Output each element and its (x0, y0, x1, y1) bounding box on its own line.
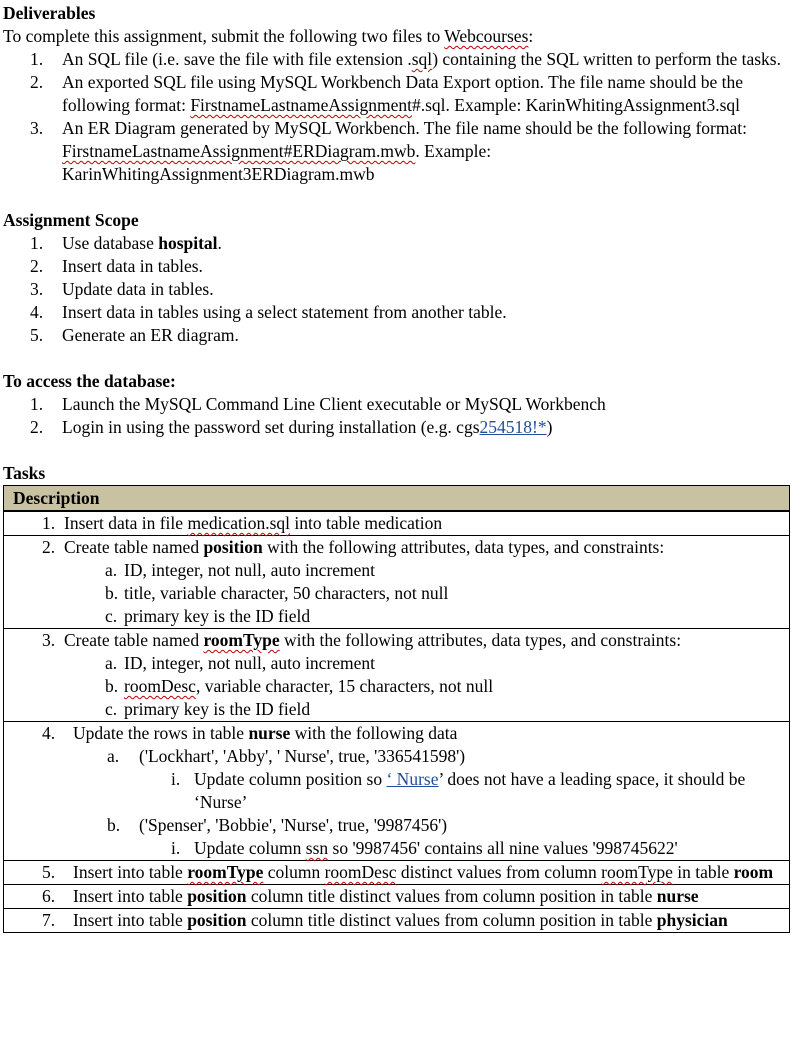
task-4-a-i: i. Update column position so ‘ Nurse’ does not have a leading space, it should be ‘Nurse’ (171, 769, 746, 812)
task-4-b: b. ('Spenser', 'Bobbie', 'Nurse', true, '9987456') (107, 815, 448, 835)
table-row (4, 629, 790, 722)
table-row (4, 722, 790, 861)
task-2-c: c. primary key is the ID field (105, 606, 311, 626)
scope-list (3, 232, 791, 347)
list-item: 1. An SQL file (i.e. save the file with file extension .sql) containing the SQL written to perform the tasks. (30, 49, 781, 69)
table-row (4, 511, 790, 536)
list-item: 1. Launch the MySQL Command Line Client executable or MySQL Workbench (30, 394, 606, 414)
list-item: 1. Use database hospital. (30, 233, 222, 253)
list-item: 4. Insert data in tables using a select statement from another table. (30, 302, 507, 322)
task-5: 5. Insert into table roomType column roomDesc distinct values from column roomType in table room (42, 862, 774, 882)
access-list (3, 393, 791, 439)
list-item: 2. Login in using the password set during installation (e.g. cgs254518!*) (30, 417, 553, 437)
deliverables-heading: Deliverables (3, 3, 96, 23)
task-2-b: b. title, variable character, 50 characters, not null (105, 583, 449, 603)
tasks-table (3, 485, 790, 933)
task-3-c: c. primary key is the ID field (105, 699, 311, 719)
access-heading: To access the database: (3, 371, 176, 391)
task-3-a: a. ID, integer, not null, auto increment (105, 653, 376, 673)
table-row (4, 885, 790, 909)
list-item: 5. Generate an ER diagram. (30, 325, 239, 345)
table-row (4, 861, 790, 885)
task-2-a: a. ID, integer, not null, auto increment (105, 560, 376, 580)
list-item: 3. Update data in tables. (30, 279, 214, 299)
column-header-description: Description (4, 486, 790, 512)
webcourses-text: Webcourses (444, 26, 529, 46)
task-4-a: a. ('Lockhart', 'Abby', ' Nurse', true, '336541598') (107, 746, 466, 766)
table-row (4, 909, 790, 933)
task-4-b-i: i. Update column ssn so '9987456' contains all nine values '998745622' (171, 838, 678, 858)
nurse-link[interactable]: ‘ Nurse (386, 769, 439, 789)
list-item: 3. An ER Diagram generated by MySQL Workbench. The file name should be the following format: FirstnameLastnameAssignment#ERDiagram.mwb. Example: KarinWhitingAssignment3ERDiagram.mwb (30, 118, 747, 184)
list-item: 2. Insert data in tables. (30, 256, 203, 276)
list-item: 2. An exported SQL file using MySQL Workbench Data Export option. The file name should be the following format: FirstnameLastnameAssignment#.sql. Example: KarinWhitingAssignment3.sql (30, 72, 743, 115)
deliverables-intro: To complete this assignment, submit the following two files to Webcourses: (3, 26, 534, 46)
document-page (3, 2, 791, 933)
task-2: 2. Create table named position with the following attributes, data types, and constraints: (42, 537, 665, 557)
password-link[interactable]: 254518!* (479, 417, 547, 437)
task-4: 4. Update the rows in table nurse with the following data (42, 723, 458, 743)
task-3-b: b. roomDesc, variable character, 15 characters, not null (105, 676, 494, 696)
scope-heading: Assignment Scope (3, 210, 139, 230)
task-7: 7. Insert into table position column title distinct values from column position in table physician (42, 910, 728, 930)
tasks-heading: Tasks (3, 463, 46, 483)
deliverables-list (3, 48, 791, 186)
table-row (4, 536, 790, 629)
task-6: 6. Insert into table position column title distinct values from column position in table nurse (42, 886, 699, 906)
task-1: 1. Insert data in file medication.sql into table medication (42, 513, 443, 533)
task-3: 3. Create table named roomType with the following attributes, data types, and constraints: (42, 630, 682, 650)
